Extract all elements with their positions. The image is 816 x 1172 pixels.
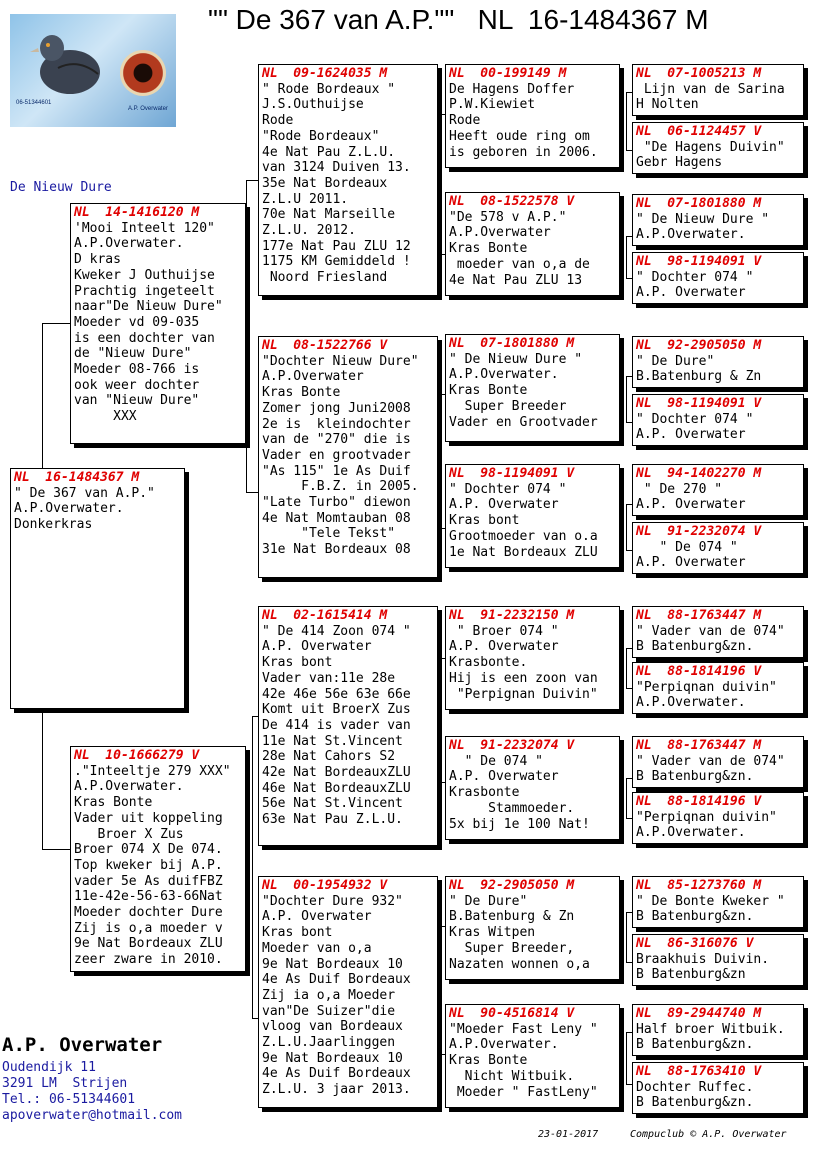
card-line: Komt uit BroerX Zus (262, 702, 411, 718)
pedigree-card-g4[interactable] (632, 252, 804, 304)
card-line: A.P.Overwater. (636, 227, 746, 243)
card-line: van"De Suizer"die (262, 1003, 396, 1019)
card-line: de "Nieuw Dure" (74, 346, 192, 362)
card-line: Zomer jong Juni2008 (262, 400, 411, 416)
pedigree-card-dd[interactable] (258, 876, 438, 1108)
card-line: A.P. Overwater (636, 285, 746, 301)
connector-line (42, 323, 43, 469)
card-line: 9e Nat Bordeaux 10 (262, 1050, 403, 1066)
card-line: 4e Nat Momtauban 08 (262, 510, 411, 526)
connector-line (437, 926, 445, 927)
connector-line (437, 394, 445, 395)
pedigree-card-g2[interactable] (632, 122, 804, 174)
logo-owner: A.P. Overwater (128, 106, 168, 112)
ring-number: NL 92-2905050 M (636, 338, 762, 353)
card-line: Moeder 08-766 is (74, 362, 200, 378)
page-title: "" De 367 van A.P."" NL 16-1484367 M (208, 4, 709, 35)
card-line: Z.L.U 2011. (262, 191, 349, 207)
card-line: 1175 KM Gemiddeld ! (262, 254, 411, 270)
connector-line (246, 180, 247, 492)
card-line: 9e Nat Bordeaux ZLU (74, 936, 223, 952)
card-line: " Vader van de 074" (636, 623, 785, 639)
card-line: H Nolten (636, 97, 699, 113)
card-line: 70e Nat Marseille (262, 207, 396, 223)
card-line: "Perpiqnan duivin" (636, 809, 777, 825)
connector-line (437, 114, 445, 115)
pedigree-card-sds[interactable] (445, 334, 620, 442)
card-line: Zij is o,a moeder v (74, 920, 223, 936)
connector-line (626, 912, 627, 962)
pigeon-icon (28, 28, 106, 98)
ring-number: NL 07-1801880 M (636, 196, 762, 211)
card-line: De 414 is vader van (262, 717, 411, 733)
card-line: 42e Nat BordeauxZLU (262, 765, 411, 781)
owner-street: Oudendijk 11 (2, 1060, 96, 1075)
card-line: D kras (74, 252, 121, 268)
card-line: 1e Nat Bordeaux ZLU (449, 544, 598, 560)
ring-number: NL 07-1801880 M (449, 336, 575, 351)
card-line: Krasbonte. (449, 655, 528, 671)
pedigree-card-g8[interactable] (632, 522, 804, 574)
pedigree-card-g3[interactable] (632, 194, 804, 246)
card-line: A.P. Overwater (262, 639, 372, 655)
card-line: " Rode Bordeaux " (262, 81, 396, 97)
ring-number: NL 10-1666279 V (74, 748, 200, 763)
connector-line (437, 1054, 445, 1055)
connector-line (437, 528, 445, 529)
pedigree-card-dsd[interactable] (445, 736, 620, 840)
card-line: 4e As Duif Bordeaux (262, 972, 411, 988)
connector-line (437, 782, 445, 783)
relation-label: De Nieuw Dure (10, 180, 112, 195)
card-line: De Hagens Doffer (449, 81, 575, 97)
card-line: " De Nieuw Dure " (449, 351, 583, 367)
ring-number: NL 91-2232074 V (449, 738, 575, 753)
card-line: Rode (262, 113, 294, 129)
pedigree-card-g7[interactable] (632, 464, 804, 516)
card-line: " Dochter 074 " (636, 411, 754, 427)
card-line: Broer X Zus (74, 826, 184, 842)
card-line: 4e As Duif Bordeaux (262, 1066, 411, 1082)
ring-number: NL 94-1402270 M (636, 466, 762, 481)
connector-line (626, 778, 627, 818)
ring-number: NL 14-1416120 M (74, 205, 200, 220)
card-line: Dochter Ruffec. (636, 1079, 754, 1095)
card-line: van de "270" die is (262, 432, 411, 448)
card-line: "As 115" 1e As Duif (262, 463, 411, 479)
card-line: P.W.Kiewiet (449, 97, 536, 113)
card-line: B.Batenburg & Zn (636, 369, 762, 385)
card-line: 28e Nat Cahors S2 (262, 749, 396, 765)
card-line: Vader en grootvader (262, 447, 411, 463)
card-line: "Perpiqnan duivin" (636, 679, 777, 695)
ring-number: NL 00-1954932 V (262, 878, 388, 893)
card-line: Kras Bonte (74, 795, 153, 811)
pedigree-card-sdd[interactable] (445, 464, 620, 568)
pedigree-card-sd[interactable] (258, 336, 438, 578)
connector-line (626, 504, 627, 550)
ring-number: NL 90-4516814 V (449, 1006, 575, 1021)
card-line: A.P.Overwater. (636, 825, 746, 841)
card-line: Grootmoeder van o.a (449, 528, 598, 544)
card-line: " De Bonte Kweker " (636, 893, 785, 909)
card-line: Prachtig ingeteelt (74, 283, 215, 299)
connector-line (42, 709, 43, 849)
owner-email[interactable]: apoverwater@hotmail.com (2, 1108, 183, 1123)
card-line: B Batenburg&zn. (636, 1095, 754, 1111)
ring-number: NL 88-1814196 V (636, 664, 762, 679)
logo-image (10, 14, 176, 127)
card-line: 11e-42e-56-63-66Nat (74, 889, 223, 905)
pedigree-card-g1[interactable] (632, 64, 804, 116)
card-line: B Batenburg&zn. (636, 769, 754, 785)
connector-line (246, 492, 258, 493)
card-line: Nazaten wonnen o,a (449, 956, 590, 972)
card-line: Kras Bonte (262, 385, 341, 401)
card-line: Vader en Grootvader (449, 414, 598, 430)
card-line: 63e Nat Pau Z.L.U. (262, 812, 403, 828)
pedigree-card-g12[interactable] (632, 792, 804, 844)
pedigree-card-g10[interactable] (632, 662, 804, 714)
ring-number: NL 86-316076 V (636, 936, 754, 951)
card-line: Nicht Witbuik. (449, 1068, 575, 1084)
card-line: A.P.Overwater (262, 369, 364, 385)
ring-number: NL 00-199149 M (449, 66, 567, 81)
card-line: A.P.Overwater. (14, 501, 124, 517)
connector-line (42, 849, 70, 850)
card-line: J.S.Outhuijse (262, 97, 364, 113)
card-line: " De 074 " (449, 753, 543, 769)
ring-number: NL 91-2232150 M (449, 608, 575, 623)
card-line: "Rode Bordeaux" (262, 128, 380, 144)
ring-number: NL 88-1763447 M (636, 608, 762, 623)
card-line: 4e Nat Pau ZLU 13 (449, 272, 583, 288)
card-line: Super Breeder, (449, 940, 575, 956)
footer-credit: Compuclub © A.P. Overwater (630, 1129, 787, 1140)
card-line: A.P. Overwater (449, 639, 559, 655)
card-line: Z.L.U. 2012. (262, 223, 356, 239)
card-line: A.P. Overwater (262, 909, 372, 925)
card-line: " De 270 " (636, 481, 723, 497)
card-line: 4e Nat Pau Z.L.U. (262, 144, 396, 160)
card-line: "Tele Tekst" (262, 526, 396, 542)
card-line: B Batenburg&zn. (636, 1037, 754, 1053)
pedigree-card-g13[interactable] (632, 876, 804, 928)
pedigree-card-g11[interactable] (632, 736, 804, 788)
card-line: "Perpignan Duivin" (449, 686, 598, 702)
card-line: Rode (449, 113, 481, 129)
card-line: is geboren in 2006. (449, 144, 598, 160)
card-line: A.P.Overwater. (636, 695, 746, 711)
card-line: " De 414 Zoon 074 " (262, 623, 411, 639)
card-line: Moeder dochter Dure (74, 905, 223, 921)
card-line: Super Breeder (449, 398, 567, 414)
card-line: Stammoeder. (449, 800, 575, 816)
card-line: vader 5e As duifFBZ (74, 873, 223, 889)
pedigree-card-g14[interactable] (632, 934, 804, 986)
card-line: Z.L.U.Jaarlinggen (262, 1035, 396, 1051)
card-line: 42e 46e 56e 63e 66e (262, 686, 411, 702)
card-line: "Dochter Nieuw Dure" (262, 353, 419, 369)
pedigree-card-g6[interactable] (632, 394, 804, 446)
card-line: A.P. Overwater (449, 769, 559, 785)
card-line: naar"De Nieuw Dure" (74, 299, 223, 315)
card-line: Kras Bonte (449, 241, 528, 257)
card-line: Kras Witpen (449, 925, 536, 941)
pedigree-card-g9[interactable] (632, 606, 804, 658)
card-line: Kras bont (449, 513, 520, 529)
pedigree-card-g16[interactable] (632, 1062, 804, 1114)
card-line: zeer zware in 2010. (74, 952, 223, 968)
card-line: Z.L.U. 3 jaar 2013. (262, 1082, 411, 1098)
card-line: Half broer Witbuik. (636, 1021, 785, 1037)
pedigree-card-dam[interactable] (70, 746, 246, 972)
pigeon-eye-icon (120, 50, 166, 96)
card-line: " Broer 074 " (449, 623, 559, 639)
card-line: Noord Friesland (262, 270, 388, 286)
card-line: " Vader van de 074" (636, 753, 785, 769)
ring-number: NL 92-2905050 M (449, 878, 575, 893)
card-line: " Dochter 074 " (449, 481, 567, 497)
card-line: 56e Nat St.Vincent (262, 796, 403, 812)
ring-number: NL 85-1273760 M (636, 878, 762, 893)
connector-line (437, 254, 445, 255)
card-line: Zij ia o,a Moeder (262, 987, 396, 1003)
footer-date: 23-01-2017 (538, 1129, 599, 1140)
owner-name: A.P. Overwater (2, 1034, 163, 1056)
card-line: " De Nieuw Dure " (636, 211, 770, 227)
card-line: "De Hagens Duivin" (636, 139, 785, 155)
ring-number: NL 16-1484367 M (14, 470, 140, 485)
card-line: A.P. Overwater (636, 497, 746, 513)
pedigree-card-dds[interactable] (445, 876, 620, 980)
card-line: A.P.Overwater. (449, 367, 559, 383)
card-line: Donkerkras (14, 517, 93, 533)
card-line: 31e Nat Bordeaux 08 (262, 542, 411, 558)
card-line: B Batenburg&zn. (636, 639, 754, 655)
card-line: is een dochter van (74, 330, 215, 346)
card-line: " De Dure" (636, 353, 715, 369)
connector-line (437, 658, 445, 659)
pedigree-card-dss[interactable] (445, 606, 620, 710)
ring-number: NL 08-1522766 V (262, 338, 388, 353)
card-line: Gebr Hagens (636, 155, 723, 171)
card-line: 5x bij 1e 100 Nat! (449, 816, 590, 832)
ring-number: NL 88-1814196 V (636, 794, 762, 809)
pedigree-card-ds[interactable] (258, 606, 438, 846)
card-line: Broer 074 X De 074. (74, 842, 223, 858)
ring-number: NL 98-1194091 V (636, 396, 762, 411)
pedigree-card-g15[interactable] (632, 1004, 804, 1056)
ring-number: NL 98-1194091 V (636, 254, 762, 269)
ring-number: NL 88-1763447 M (636, 738, 762, 753)
card-line: ."Inteeltje 279 XXX" (74, 763, 231, 779)
card-line: Krasbonte (449, 785, 520, 801)
card-line: Kras Bonte (449, 1053, 528, 1069)
card-line: Kras bont (262, 925, 333, 941)
pedigree-card-sire[interactable] (70, 203, 246, 444)
card-line: B Batenburg&zn. (636, 909, 754, 925)
connector-line (246, 180, 258, 181)
card-line: B.Batenburg & Zn (449, 909, 575, 925)
card-line: Braakhuis Duivin. (636, 951, 770, 967)
card-line: Kras Bonte (449, 383, 528, 399)
card-line: Vader van:11e 28e (262, 670, 396, 686)
card-line: Heeft oude ring om (449, 128, 590, 144)
ring-number: NL 89-2944740 M (636, 1006, 762, 1021)
card-line: A.P.Overwater. (449, 1037, 559, 1053)
pedigree-card-sss[interactable] (445, 64, 620, 168)
card-line: A.P.Overwater. (74, 236, 184, 252)
card-line: "De 578 v A.P." (449, 209, 567, 225)
owner-city: 3291 LM Strijen (2, 1076, 128, 1091)
card-line: van 3124 Duiven 13. (262, 160, 411, 176)
ring-number: NL 98-1194091 V (449, 466, 575, 481)
card-line: Moeder " FastLeny" (449, 1084, 598, 1100)
card-line: 177e Nat Pau ZLU 12 (262, 238, 411, 254)
card-line: van "Nieuw Dure" (74, 393, 200, 409)
ring-number: NL 09-1624035 M (262, 66, 388, 81)
card-line: Kras bont (262, 655, 333, 671)
ring-number: NL 08-1522578 V (449, 194, 575, 209)
card-line: A.P. Overwater (636, 555, 746, 571)
card-line: Moeder vd 09-035 (74, 314, 200, 330)
card-line: ook weer dochter (74, 377, 200, 393)
pedigree-card-ddd[interactable] (445, 1004, 620, 1108)
card-line: 46e Nat BordeauxZLU (262, 780, 411, 796)
card-line: " De 074 " (636, 539, 738, 555)
ring-number: NL 88-1763410 V (636, 1064, 762, 1079)
card-line: A.P. Overwater (636, 427, 746, 443)
card-line: vloog van Bordeaux (262, 1019, 403, 1035)
owner-phone: Tel.: 06-51344601 (2, 1092, 136, 1107)
connector-line (626, 1032, 627, 1084)
card-line: 9e Nat Bordeaux 10 (262, 956, 403, 972)
logo-phone: 06-51344601 (16, 100, 52, 106)
card-line: Hij is een zoon van (449, 670, 598, 686)
card-line: 2e is kleindochter (262, 416, 411, 432)
connector-line (626, 376, 627, 422)
card-line: XXX (74, 409, 137, 425)
pedigree-card-subject[interactable] (10, 468, 185, 709)
card-line: " De 367 van A.P." (14, 485, 155, 501)
card-line: Vader uit koppeling (74, 810, 223, 826)
ring-number: NL 91-2232074 V (636, 524, 762, 539)
card-line: Lijn van de Sarina (636, 81, 785, 97)
connector-line (626, 92, 627, 150)
pedigree-card-ss[interactable] (258, 64, 438, 296)
pedigree-card-g5[interactable] (632, 336, 804, 388)
connector-line (42, 323, 70, 324)
card-line: B Batenburg&zn (636, 967, 746, 983)
card-line: Kweker J Outhuijse (74, 267, 215, 283)
card-line: " Dochter 074 " (636, 269, 754, 285)
pedigree-card-ssd[interactable] (445, 192, 620, 296)
connector-line (626, 648, 627, 688)
card-line: A.P. Overwater (449, 497, 559, 513)
connector-line (252, 716, 253, 1018)
card-line: "Moeder Fast Leny " (449, 1021, 598, 1037)
ring-number: NL 06-1124457 V (636, 124, 762, 139)
card-line: " De Dure" (449, 893, 528, 909)
ring-number: NL 02-1615414 M (262, 608, 388, 623)
card-line: A.P.Overwater. (74, 779, 184, 795)
connector-line (626, 236, 627, 278)
card-line: 35e Nat Bordeaux (262, 175, 388, 191)
card-line: 11e Nat St.Vincent (262, 733, 403, 749)
card-line: 'Mooi Inteelt 120" (74, 220, 215, 236)
card-line: "Dochter Dure 932" (262, 893, 403, 909)
card-line: A.P.Overwater (449, 225, 551, 241)
card-line: moeder van o,a de (449, 256, 590, 272)
card-line: Top kweker bij A.P. (74, 857, 223, 873)
ring-number: NL 07-1005213 M (636, 66, 762, 81)
card-line: "Late Turbo" diewon (262, 495, 411, 511)
card-line: F.B.Z. in 2005. (262, 479, 419, 495)
card-line: Moeder van o,a (262, 940, 372, 956)
